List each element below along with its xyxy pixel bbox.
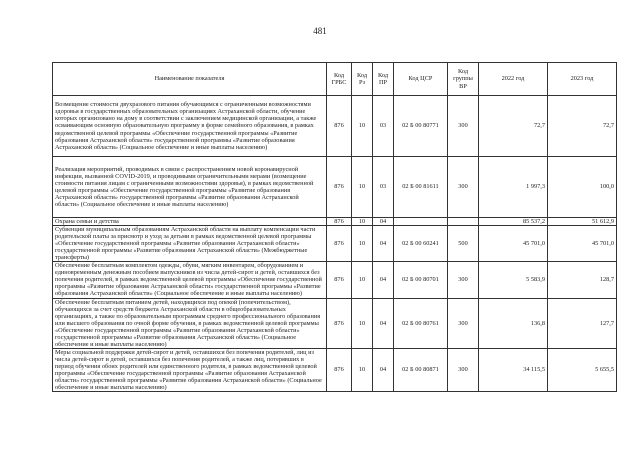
cell-vr	[448, 218, 479, 226]
cell-name: Охрана семьи и детства	[53, 218, 327, 226]
cell-vr: 300	[448, 262, 479, 298]
cell-pr: 04	[373, 262, 394, 298]
header-rz: Код Рз	[352, 63, 373, 96]
cell-grbs: 876	[327, 298, 352, 348]
cell-2023: 127,7	[548, 298, 617, 348]
cell-name: Возмещение стоимости двухразового питания обучающимся с ограниченными возможностями здоровья в государственных образовательных организациях Астраханской области, обучение которых организовано на дому в соответствии с заключением медицинской организации, а также осваивающим основную образовательную программу в форме семейного образования, в рамках ведомственной целевой программы «Обеспечение государственной программы «Развитие образования Астраханской области» государственной программы «Развитие образования Астраханской области» (Социальное обеспечение и иные выплаты населению)	[53, 96, 327, 157]
cell-csr	[394, 218, 448, 226]
cell-csr: 02 Б 00 81611	[394, 157, 448, 218]
cell-name: Субвенции муниципальным образованиям Астраханской области на выплату компенсации части родительской платы за присмотр и уход за детьми в рамках ведомственной целевой программы «Обеспечение государственной программы «Развитие образования Астраханской области» государственной программы «Развитие образования Астраханской области» (Межбюджетные трансферты)	[53, 226, 327, 262]
cell-2022: 72,7	[479, 96, 548, 157]
header-2023: 2023 год	[548, 63, 617, 96]
header-vr: Код группы ВР	[448, 63, 479, 96]
cell-vr: 300	[448, 157, 479, 218]
table-row	[53, 348, 617, 391]
cell-name: Реализация мероприятий, проводимых в связи с распространением новой коронавирусной инфекции, вызванной COVID-2019, и проводимыми ограничительными мерами (возмещение стоимости питания лицам с ограниченными возможностями здоровья), в рамках ведомственной целевой программы «Обеспечение государственной программы «Развитие образования Астраханской области» государственной программы «Развитие образования Астраханской области» (Социальное обеспечение и иные выплаты населению)	[53, 157, 327, 218]
cell-name: Обеспечение бесплатным питанием детей, находящихся под опекой (попечительством), обучающихся за счет средств бюджета Астраханской области в общеобразовательных организациях, а также по образовательным программам среднего профессионального образования или высшего образования по очной форме обучения, в рамках ведомственной целевой программы «Обеспечение государственной программы «Развитие образования Астраханской области» государственной программы «Развитие образования Астраханской области» (Социальное обеспечение и иные выплаты населению)	[53, 298, 327, 348]
cell-pr: 04	[373, 298, 394, 348]
table-row	[53, 96, 617, 157]
cell-grbs: 876	[327, 348, 352, 391]
header-name: Наименование показателя	[53, 63, 327, 96]
table-row	[53, 226, 617, 262]
table-row	[53, 218, 617, 226]
cell-2022: 85 537,2	[479, 218, 548, 226]
header-2022: 2022 год	[479, 63, 548, 96]
cell-grbs: 876	[327, 96, 352, 157]
cell-vr: 300	[448, 96, 479, 157]
header-pr: Код ПР	[373, 63, 394, 96]
cell-rz: 10	[352, 298, 373, 348]
cell-rz: 10	[352, 348, 373, 391]
cell-csr: 02 Б 00 80771	[394, 96, 448, 157]
cell-2023: 72,7	[548, 96, 617, 157]
cell-vr: 300	[448, 298, 479, 348]
cell-pr: 04	[373, 348, 394, 391]
cell-2023: 128,7	[548, 262, 617, 298]
cell-2023: 5 655,5	[548, 348, 617, 391]
cell-2022: 34 115,5	[479, 348, 548, 391]
cell-grbs: 876	[327, 262, 352, 298]
header-grbs: Код ГРБС	[327, 63, 352, 96]
cell-rz: 10	[352, 96, 373, 157]
cell-csr: 02 Б 00 80871	[394, 348, 448, 391]
cell-2022: 5 583,9	[479, 262, 548, 298]
table-row	[53, 298, 617, 348]
cell-csr: 02 Б 00 80701	[394, 262, 448, 298]
header-csr: Код ЦСР	[394, 63, 448, 96]
cell-vr: 500	[448, 226, 479, 262]
cell-2022: 45 701,0	[479, 226, 548, 262]
cell-grbs: 876	[327, 226, 352, 262]
cell-csr: 02 Б 00 60241	[394, 226, 448, 262]
cell-pr: 03	[373, 96, 394, 157]
cell-pr: 03	[373, 157, 394, 218]
cell-vr: 300	[448, 348, 479, 391]
page-number: 481	[313, 26, 327, 36]
cell-rz: 10	[352, 226, 373, 262]
cell-name: Меры социальной поддержки детей-сирот и детей, оставшихся без попечения родителей, лиц из числа детей-сирот и детей, оставшихся без попечения родителей, а также лиц, потерявших в период обучения обоих родителей или единственного родителя, в рамках ведомственной целевой программы «Обеспечение государственной программы «Развитие образования Астраханской области» государственной программы «Развитие образования Астраханской области» (Социальное обеспечение и иные выплаты населению)	[53, 348, 327, 391]
cell-2023: 51 612,9	[548, 218, 617, 226]
budget-table	[52, 62, 617, 392]
cell-grbs: 876	[327, 157, 352, 218]
table-row	[53, 157, 617, 218]
cell-2023: 100,0	[548, 157, 617, 218]
cell-rz: 10	[352, 157, 373, 218]
cell-csr: 02 Б 00 80761	[394, 298, 448, 348]
cell-2022: 136,8	[479, 298, 548, 348]
cell-rz: 10	[352, 262, 373, 298]
cell-pr: 04	[373, 226, 394, 262]
cell-grbs: 876	[327, 218, 352, 226]
table-header-row	[53, 63, 617, 96]
cell-2022: 1 997,3	[479, 157, 548, 218]
cell-name: Обеспечение бесплатным комплектом одежды, обуви, мягким инвентарем, оборудованием и единовременным денежным пособием выпускников из числа детей-сирот и детей, оставшихся без попечения родителей, в рамках ведомственной целевой программы «Обеспечение государственной программы «Развитие образования Астраханской области» государственной программы «Развитие образования Астраханской области» (Социальное обеспечение и иные выплаты населению)	[53, 262, 327, 298]
cell-rz: 10	[352, 218, 373, 226]
table-row	[53, 262, 617, 298]
cell-2023: 45 701,0	[548, 226, 617, 262]
cell-pr: 04	[373, 218, 394, 226]
